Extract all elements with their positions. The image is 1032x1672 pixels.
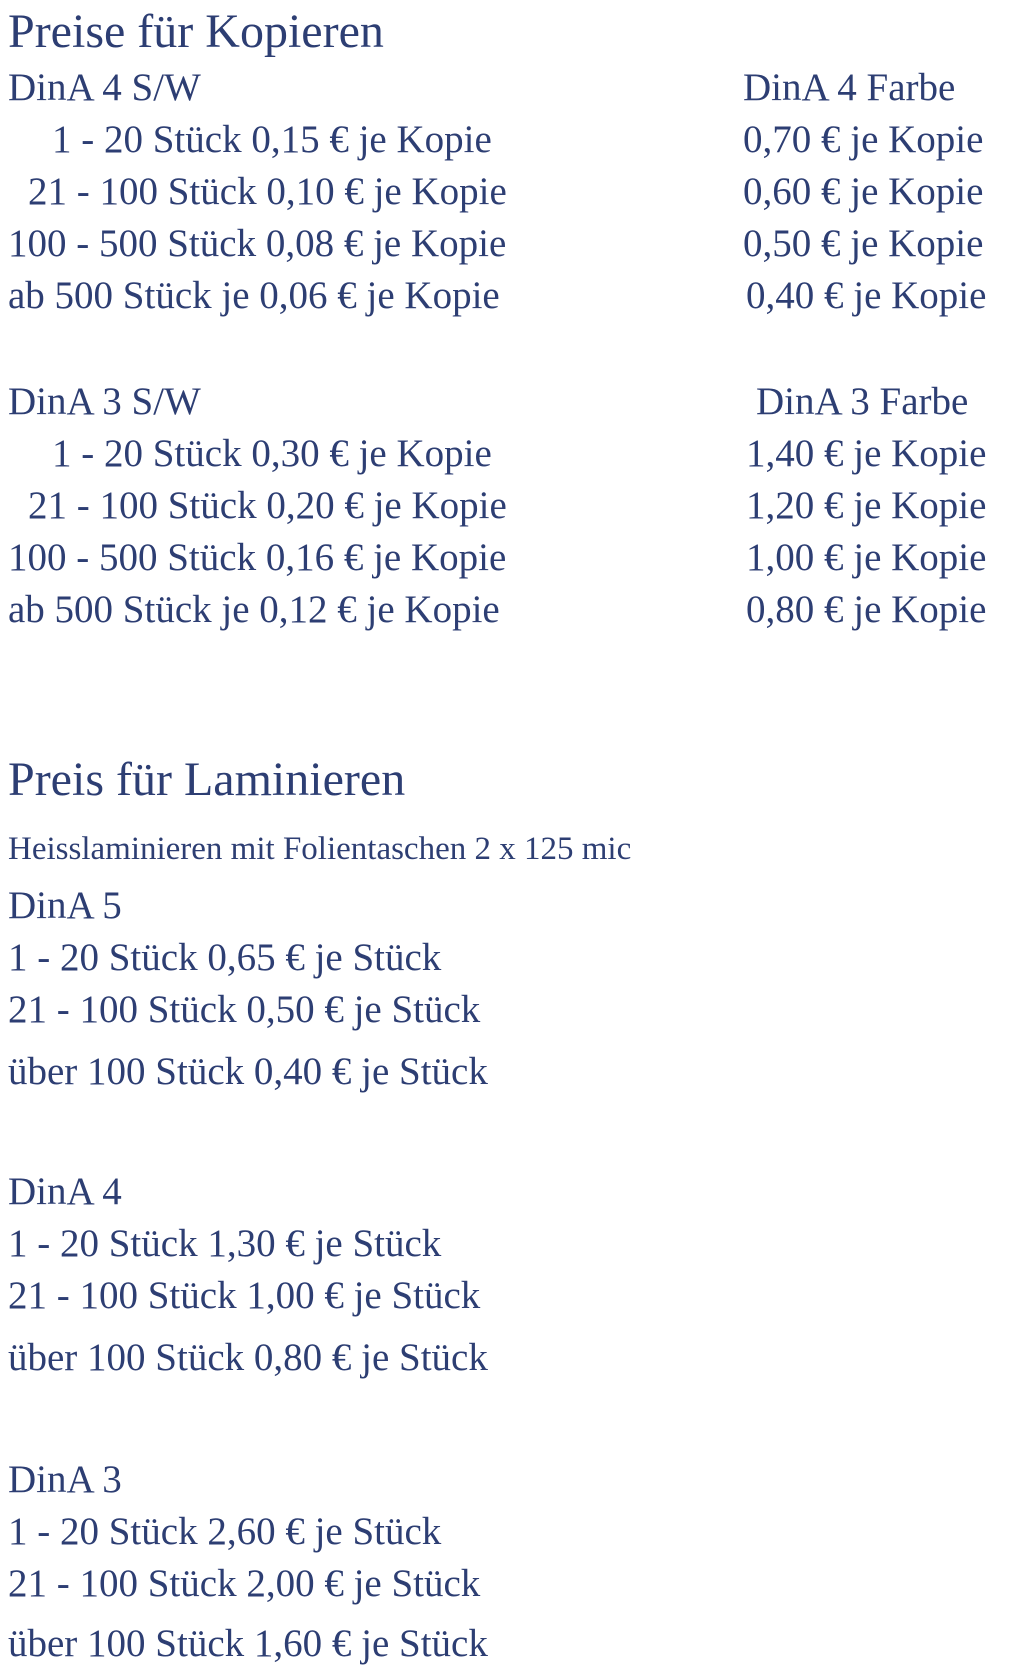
a3-color-price-row: 1,40 € je Kopie — [746, 432, 987, 475]
laminate-a3-price-row: 1 - 20 Stück 2,60 € je Stück — [8, 1510, 442, 1553]
a3-bw-price-row: 1 - 20 Stück 0,30 € je Kopie — [52, 432, 492, 475]
copy-prices-title: Preise für Kopieren — [8, 5, 384, 58]
a3-color-price-row: 1,00 € je Kopie — [746, 536, 987, 579]
laminate-a5-price-row: 21 - 100 Stück 0,50 € je Stück — [8, 988, 481, 1031]
laminate-a3-heading: DinA 3 — [8, 1458, 122, 1501]
laminate-a4-heading: DinA 4 — [8, 1170, 122, 1213]
a4-color-price-row: 0,40 € je Kopie — [746, 274, 987, 317]
a4-color-price-row: 0,60 € je Kopie — [743, 170, 984, 213]
a4-bw-price-row: ab 500 Stück je 0,06 € je Kopie — [8, 274, 500, 317]
laminate-a5-price-row: über 100 Stück 0,40 € je Stück — [8, 1050, 488, 1093]
laminate-a4-price-row: 1 - 20 Stück 1,30 € je Stück — [8, 1222, 442, 1265]
a4-color-price-row: 0,70 € je Kopie — [743, 118, 984, 161]
a4-bw-heading: DinA 4 S/W — [8, 66, 201, 109]
a4-color-heading: DinA 4 Farbe — [743, 66, 956, 109]
laminate-a4-price-row: über 100 Stück 0,80 € je Stück — [8, 1336, 488, 1379]
a3-color-price-row: 1,20 € je Kopie — [746, 484, 987, 527]
a4-bw-price-row: 1 - 20 Stück 0,15 € je Kopie — [52, 118, 492, 161]
a3-color-price-row: 0,80 € je Kopie — [746, 588, 987, 631]
a3-bw-heading: DinA 3 S/W — [8, 380, 201, 423]
a3-bw-price-row: ab 500 Stück je 0,12 € je Kopie — [8, 588, 500, 631]
laminate-a5-heading: DinA 5 — [8, 884, 122, 927]
laminate-a3-price-row: 21 - 100 Stück 2,00 € je Stück — [8, 1562, 481, 1605]
a4-color-price-row: 0,50 € je Kopie — [743, 222, 984, 265]
laminate-a4-price-row: 21 - 100 Stück 1,00 € je Stück — [8, 1274, 481, 1317]
laminate-prices-title: Preis für Laminieren — [8, 753, 406, 806]
laminate-a5-price-row: 1 - 20 Stück 0,65 € je Stück — [8, 936, 442, 979]
laminate-note: Heisslaminieren mit Folientaschen 2 x 125 mic — [8, 831, 632, 867]
a4-bw-price-row: 100 - 500 Stück 0,08 € je Kopie — [8, 222, 507, 265]
a3-bw-price-row: 21 - 100 Stück 0,20 € je Kopie — [28, 484, 507, 527]
a3-color-heading: DinA 3 Farbe — [756, 380, 969, 423]
a4-bw-price-row: 21 - 100 Stück 0,10 € je Kopie — [28, 170, 507, 213]
laminate-a3-price-row: über 100 Stück 1,60 € je Stück — [8, 1622, 488, 1665]
a3-bw-price-row: 100 - 500 Stück 0,16 € je Kopie — [8, 536, 507, 579]
